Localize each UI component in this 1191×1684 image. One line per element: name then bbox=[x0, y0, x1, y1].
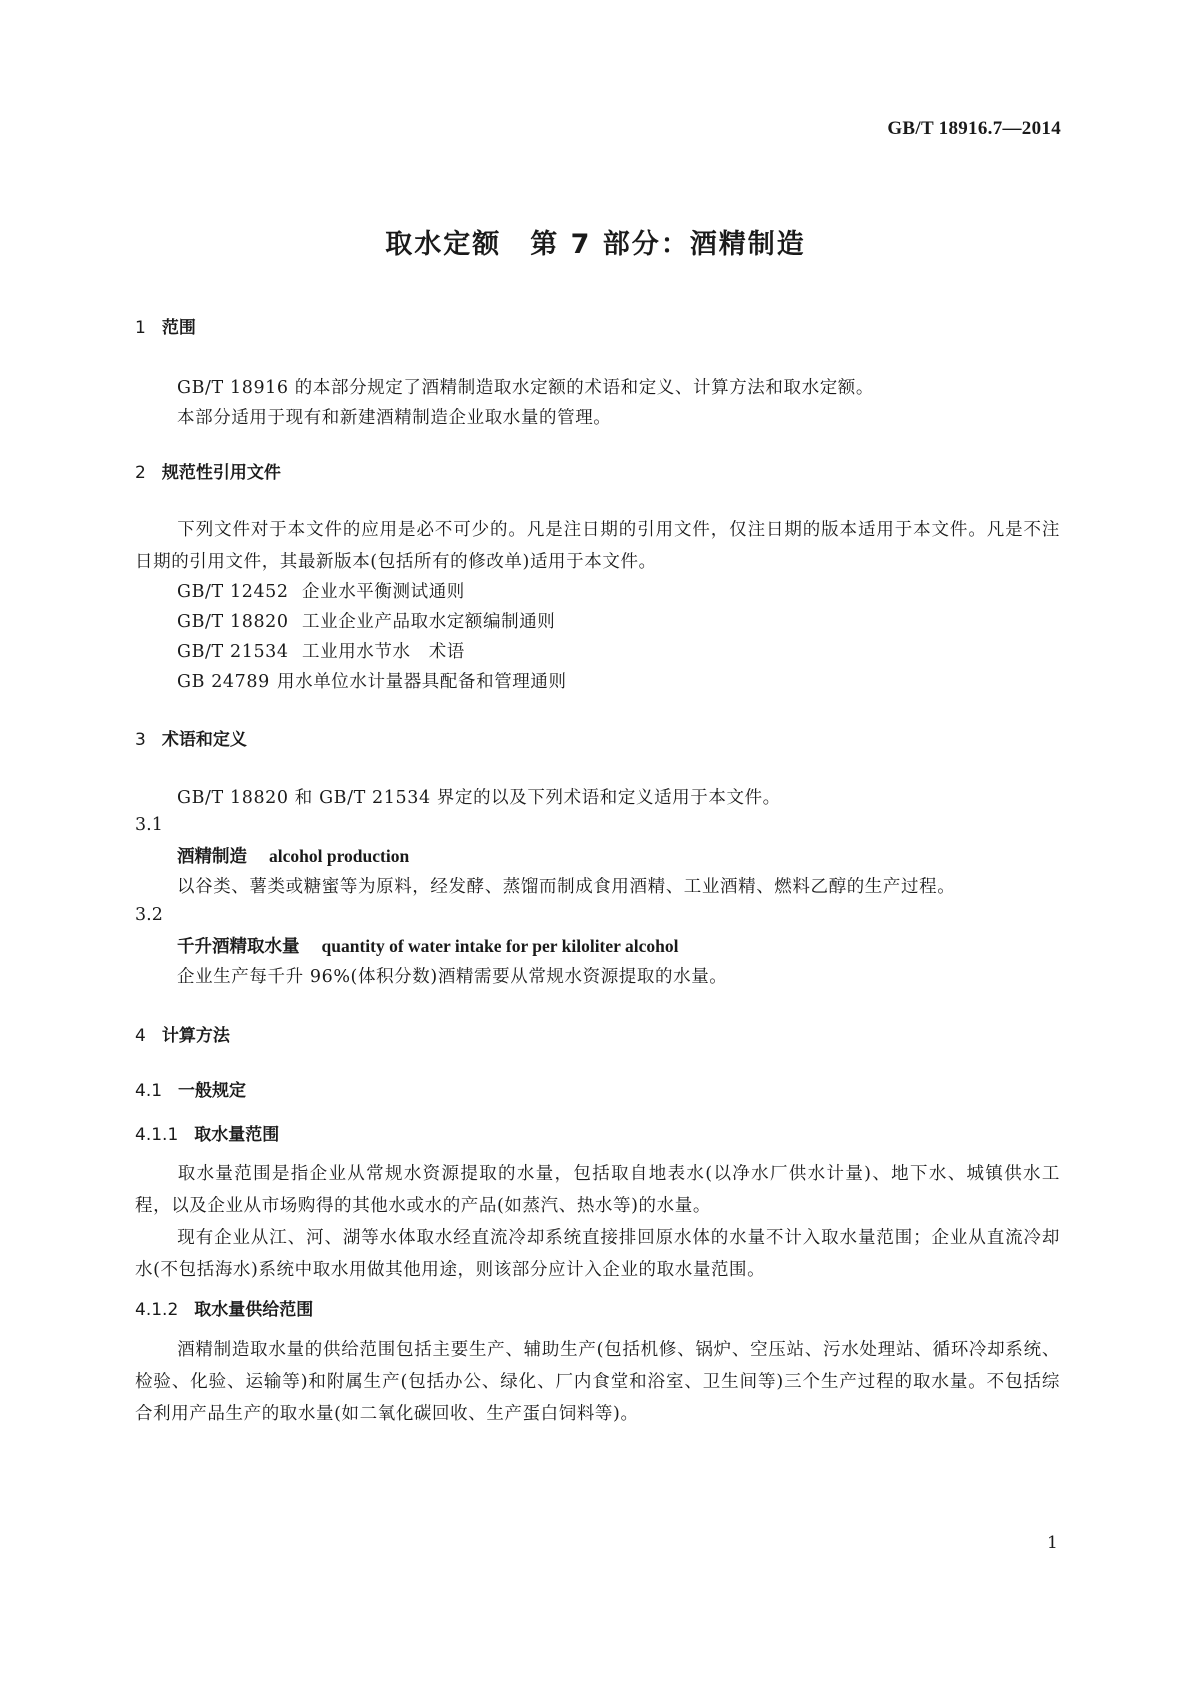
subsection-4-1-heading bbox=[135, 1076, 246, 1101]
reference-title: 工业企业产品取水定额编制通则 bbox=[302, 612, 556, 632]
reference-item bbox=[177, 578, 465, 603]
intake-scope-paragraph-2: 现有企业从江、河、湖等水体取水经直流冷却系统直接排回原水体的水量不计入取水量范围；企业从直流冷却水(不包括海水)系统中取水用做其他用途，则该部分应计入企业的取水量范围。 bbox=[135, 1228, 1060, 1280]
section-2-heading bbox=[135, 458, 281, 483]
term-title bbox=[177, 933, 678, 958]
section-3-heading bbox=[135, 725, 247, 750]
reference-code: GB/T 21534 bbox=[177, 642, 289, 662]
section-title: 取水量供给范围 bbox=[194, 1300, 314, 1320]
page-number: 1 bbox=[1047, 1533, 1058, 1553]
section-number: 2 bbox=[135, 463, 146, 483]
section-number: 1 bbox=[135, 318, 146, 338]
terms-intro: GB/T 18820 和 GB/T 21534 界定的以及下列术语和定义适用于本文件。 bbox=[177, 788, 781, 808]
subsection-4-1-2-heading bbox=[135, 1295, 313, 1320]
reference-code: GB/T 12452 bbox=[177, 582, 289, 602]
section-number: 4.1.1 bbox=[135, 1125, 179, 1145]
section-title: 取水量范围 bbox=[194, 1125, 280, 1145]
section-number: 4.1 bbox=[135, 1081, 163, 1101]
section-1-heading bbox=[135, 313, 196, 338]
section-title: 规范性引用文件 bbox=[161, 463, 281, 483]
document-title: 取水定额 第 7 部分：酒精制造 bbox=[385, 229, 806, 260]
section-4-heading bbox=[135, 1021, 230, 1046]
term-number: 3.2 bbox=[135, 905, 163, 925]
intake-scope-paragraph-1: 取水量范围是指企业从常规水资源提取的水量，包括取自地表水(以净水厂供水计量)、地下水、城镇供水工程，以及企业从市场购得的其他水或水的产品(如蒸汽、热水等)的水量。 bbox=[135, 1164, 1060, 1216]
scope-paragraph-1: GB/T 18916 的本部分规定了酒精制造取水定额的术语和定义、计算方法和取水定额。 bbox=[177, 378, 875, 398]
scope-paragraph-2: 本部分适用于现有和新建酒精制造企业取水量的管理。 bbox=[177, 408, 612, 428]
reference-title: 工业用水节水 术语 bbox=[302, 642, 465, 662]
reference-item bbox=[177, 638, 465, 663]
section-number: 4.1.2 bbox=[135, 1300, 179, 1320]
term-definition: 企业生产每千升 96%(体积分数)酒精需要从常规水资源提取的水量。 bbox=[177, 967, 728, 987]
reference-item bbox=[177, 608, 555, 633]
term-title bbox=[177, 843, 409, 868]
term-definition: 以谷类、薯类或糖蜜等为原料，经发酵、蒸馏而制成食用酒精、工业酒精、燃料乙醇的生产过程。 bbox=[177, 877, 956, 897]
section-number: 3 bbox=[135, 730, 146, 750]
normative-references-intro: 下列文件对于本文件的应用是必不可少的。凡是注日期的引用文件，仅注日期的版本适用于本文件。凡是不注日期的引用文件，其最新版本(包括所有的修改单)适用于本文件。 bbox=[135, 520, 1060, 572]
section-title: 一般规定 bbox=[178, 1081, 247, 1101]
reference-item bbox=[177, 668, 567, 693]
section-title: 计算方法 bbox=[161, 1026, 230, 1046]
term-number: 3.1 bbox=[135, 815, 163, 835]
section-title: 术语和定义 bbox=[161, 730, 247, 750]
term-zh: 千升酒精取水量 bbox=[177, 937, 300, 957]
section-number: 4 bbox=[135, 1026, 146, 1046]
standard-code: GB/T 18916.7—2014 bbox=[887, 118, 1061, 139]
subsection-4-1-1-heading bbox=[135, 1120, 279, 1145]
term-en: alcohol production bbox=[269, 846, 410, 866]
reference-title: 企业水平衡测试通则 bbox=[302, 582, 465, 602]
reference-title: 用水单位水计量器具配备和管理通则 bbox=[277, 672, 567, 692]
reference-code: GB/T 18820 bbox=[177, 612, 289, 632]
term-zh: 酒精制造 bbox=[177, 847, 247, 867]
reference-code: GB 24789 bbox=[177, 672, 270, 692]
supply-scope-paragraph: 酒精制造取水量的供给范围包括主要生产、辅助生产(包括机修、锅炉、空压站、污水处理站、循环冷却系统、检验、化验、运输等)和附属生产(包括办公、绿化、厂内食堂和浴室、卫生间等)三个生产过程的取水量。不包括综合利用产品生产的取水量(如二氧化碳回收、生产蛋白饲料等)。 bbox=[135, 1340, 1060, 1424]
section-title: 范围 bbox=[161, 318, 196, 338]
term-en: quantity of water intake for per kiloliter alcohol bbox=[321, 936, 679, 956]
